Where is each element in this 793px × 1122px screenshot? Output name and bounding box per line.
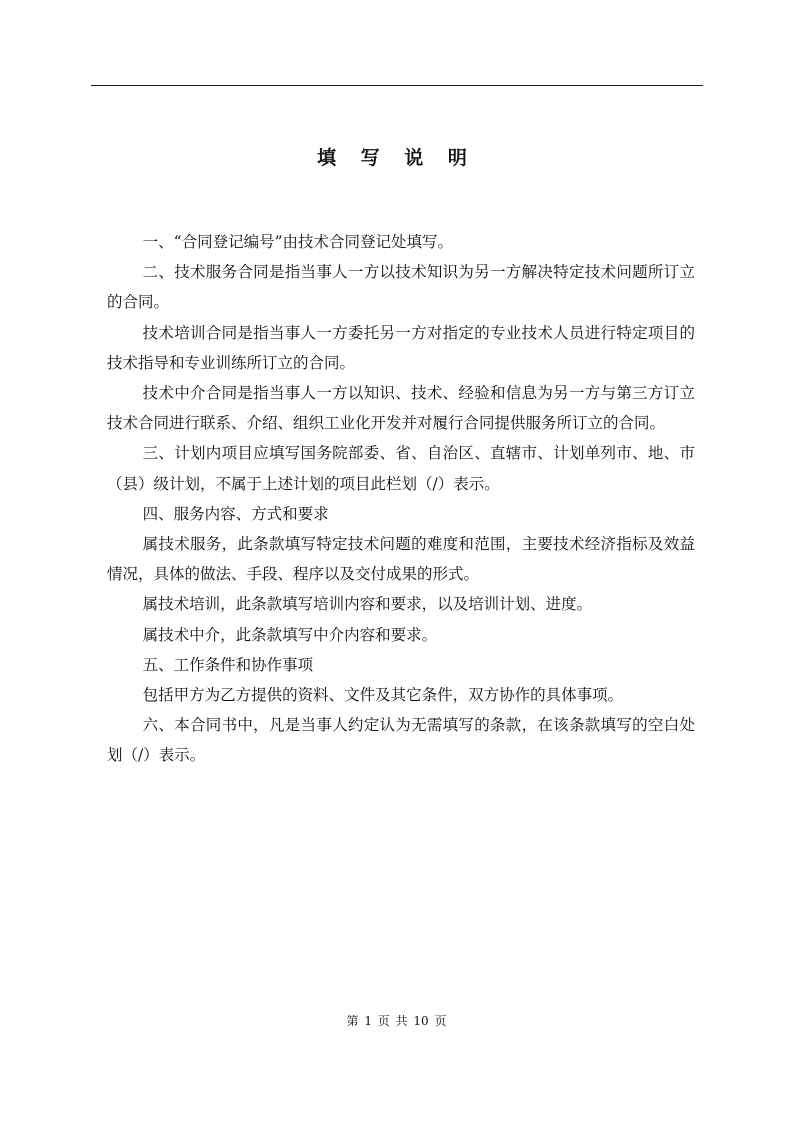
section-heading-service-content: 四、服务内容、方式和要求: [142, 504, 329, 523]
paragraph-registration-number: 一、“合同登记编号”由技术合同登记处填写。: [142, 233, 453, 251]
paragraph-technical-service: 属技术服务，此条款填写特定技术问题的难度和范围，主要技术经济指标及效益情况，具体的做法、手段、程序以及交付成果的形式。: [107, 535, 695, 584]
instructions-body: [107, 227, 695, 771]
header-rule: [91, 85, 703, 86]
paragraph-service-contract: 二、技术服务合同是指当事人一方以技术知识为另一方解决特定技术问题所订立的合同。: [107, 263, 695, 312]
paragraph-planned-projects: 三、计划内项目应填写国务院部委、省、自治区、直辖市、计划单列市、地、市（县）级计划，不属于上述计划的项目此栏划（/）表示。: [107, 444, 695, 493]
section-heading-work-conditions: 五、工作条件和协作事项: [142, 655, 314, 674]
paragraph-technical-intermediary: 属技术中介，此条款填写中介内容和要求。: [142, 625, 438, 644]
page-footer: 第 1 页 共 10 页: [346, 1014, 447, 1028]
page-title: 填 写 说 明: [317, 147, 476, 169]
paragraph-technical-training: 属技术培训，此条款填写培训内容和要求，以及培训计划、进度。: [142, 595, 593, 614]
paragraph-blank-clauses: 六、本合同书中，凡是当事人约定认为无需填写的条款，在该条款填写的空白处划（/）表示。: [107, 716, 695, 765]
paragraph-intermediary-contract: 技术中介合同是指当事人一方以知识、技术、经验和信息为另一方与第三方订立技术合同进行联系、介绍、组织工业化开发并对履行合同提供服务所订立的合同。: [107, 384, 695, 433]
paragraph-training-contract: 技术培训合同是指当事人一方委托另一方对指定的专业技术人员进行特定项目的技术指导和专业训练所订立的合同。: [107, 323, 695, 372]
paragraph-cooperation-items: 包括甲方为乙方提供的资料、文件及其它条件，双方协作的具体事项。: [142, 686, 624, 705]
